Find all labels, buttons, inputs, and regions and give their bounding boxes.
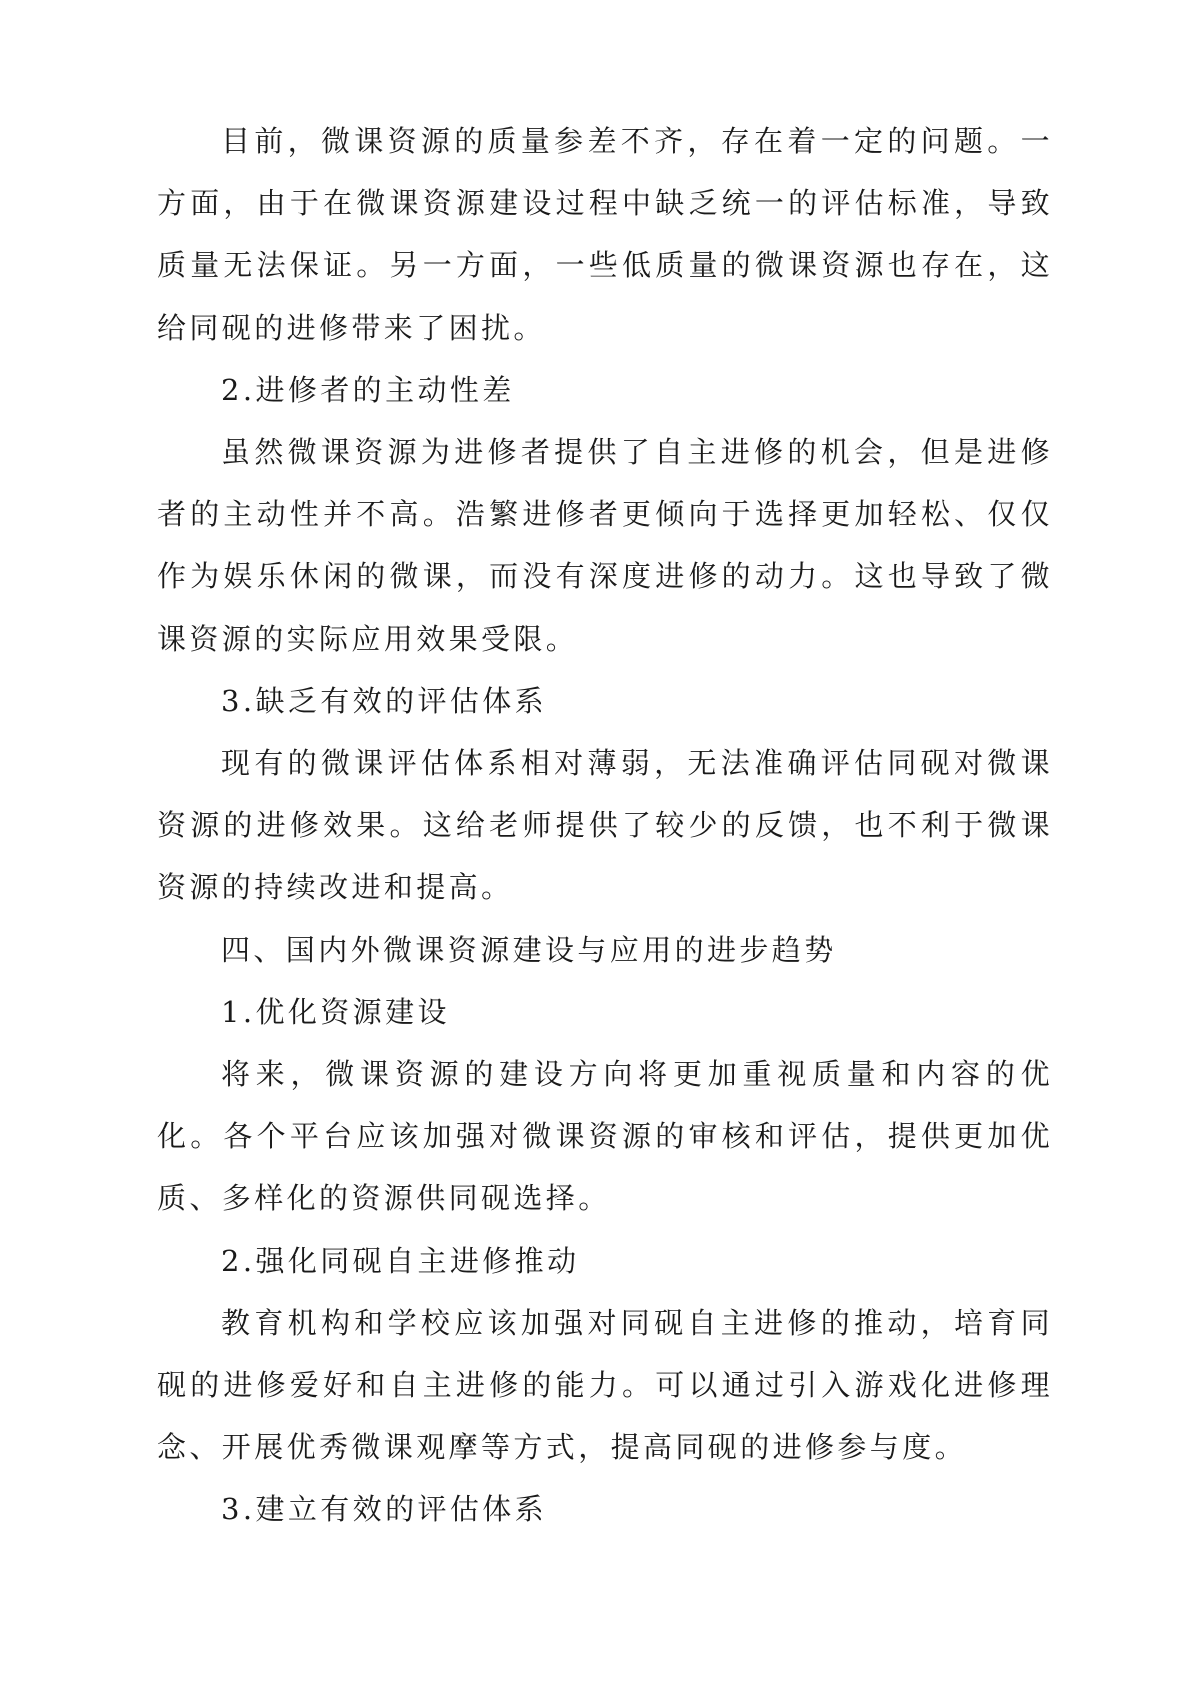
paragraph-quality-issues: 目前，微课资源的质量参差不齐，存在着一定的问题。一方面，由于在微课资源建设过程中缺乏统一的评估标准，导致质量无法保证。另一方面，一些低质量的微课资源也存在，这给同砚的进修带来了困扰。 [157, 124, 1053, 345]
paragraph-learner-initiative: 虽然微课资源为进修者提供了自主进修的机会，但是进修者的主动性并不高。浩繁进修者更倾向于选择更加轻松、仅仅作为娱乐休闲的微课，而没有深度进修的动力。这也导致了微课资源的实际应用效果受限。 [157, 435, 1053, 656]
heading-lack-evaluation: 3.缺乏有效的评估体系 [221, 683, 548, 718]
heading-optimize-resources: 1.优化资源建设 [221, 994, 450, 1029]
paragraph-lack-evaluation: 现有的微课评估体系相对薄弱，无法准确评估同砚对微课资源的进修效果。这给老师提供了较少的反馈，也不利于微课资源的持续改进和提高。 [157, 746, 1053, 905]
heading-learner-initiative: 2.进修者的主动性差 [221, 372, 515, 407]
section-heading-trends: 四、国内外微课资源建设与应用的进步趋势 [221, 932, 837, 967]
heading-strengthen-self-study: 2.强化同砚自主进修推动 [221, 1243, 580, 1278]
heading-build-evaluation: 3.建立有效的评估体系 [221, 1492, 548, 1527]
paragraph-optimize-resources: 将来，微课资源的建设方向将更加重视质量和内容的优化。各个平台应该加强对微课资源的审核和评估，提供更加优质、多样化的资源供同砚选择。 [157, 1057, 1053, 1216]
document-body [157, 110, 1053, 1541]
paragraph-strengthen-self-study: 教育机构和学校应该加强对同砚自主进修的推动，培育同砚的进修爱好和自主进修的能力。可以通过引入游戏化进修理念、开展优秀微课观摩等方式，提高同砚的进修参与度。 [157, 1305, 1053, 1465]
